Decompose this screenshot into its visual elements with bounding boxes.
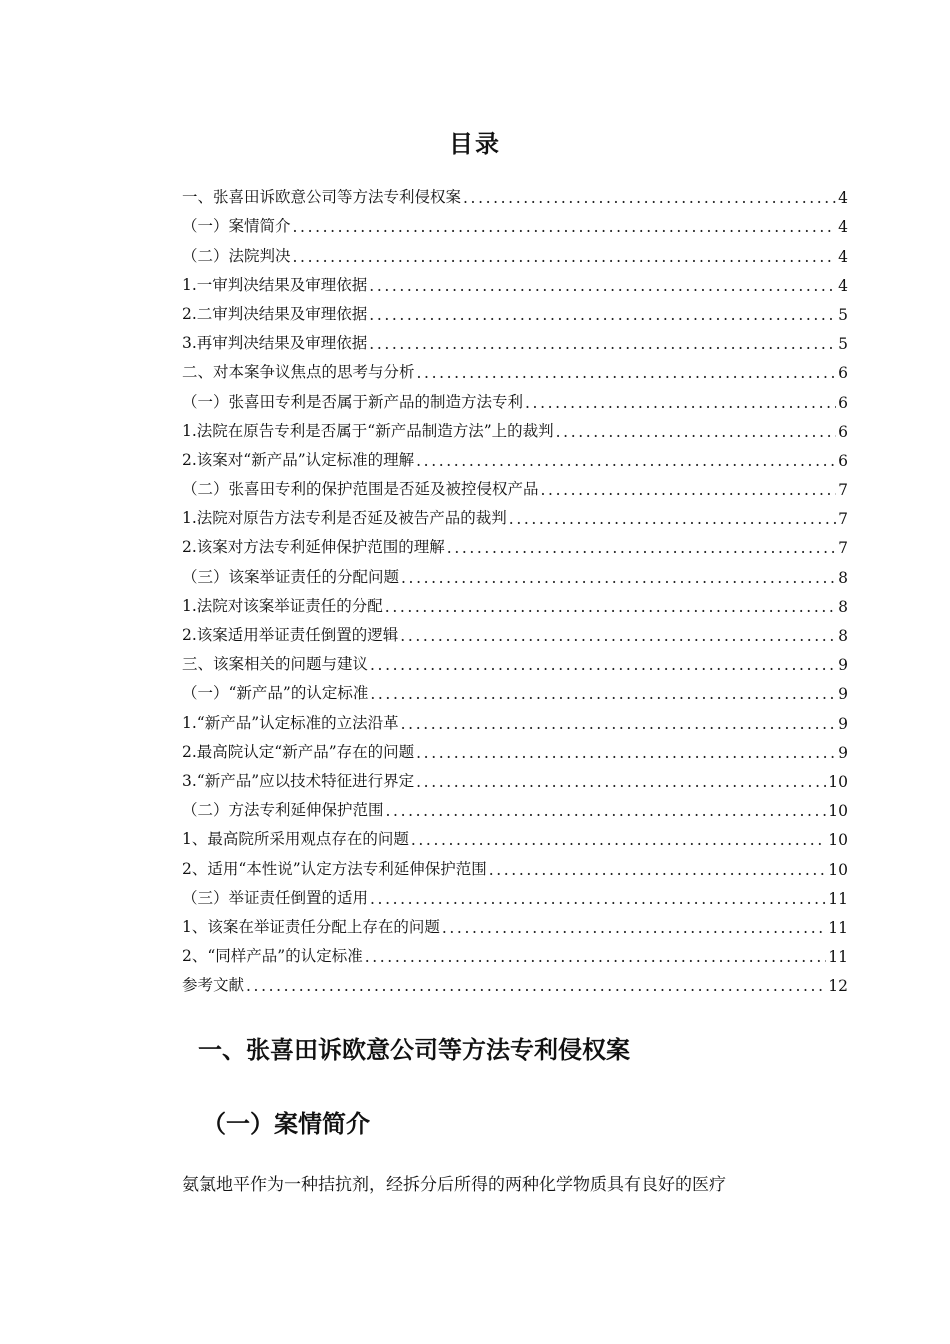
toc-entry-title: 1.一审判决结果及审理依据 [182, 275, 368, 294]
toc-dot-leader [489, 861, 827, 879]
toc-entry[interactable] [182, 499, 848, 528]
toc-entry-title: （一）“新产品”的认定标准 [182, 684, 369, 703]
toc-entry-page: 5 [838, 305, 848, 324]
toc-entry-page: 4 [838, 218, 848, 237]
toc-dot-leader [541, 481, 837, 499]
toc-entry-page: 4 [838, 189, 848, 208]
toc-entry[interactable] [182, 791, 848, 820]
toc-entry-page: 4 [838, 247, 848, 266]
toc-dot-leader [246, 977, 826, 995]
toc-entry-page: 4 [838, 276, 848, 295]
toc-entry-page: 12 [828, 977, 848, 996]
toc-entry[interactable] [182, 236, 848, 265]
toc-entry[interactable] [182, 441, 848, 470]
toc-entry[interactable] [182, 587, 848, 616]
toc-entry[interactable] [182, 470, 848, 499]
toc-entry[interactable] [182, 645, 848, 674]
toc-entry[interactable] [182, 382, 848, 411]
toc-dot-leader [401, 715, 836, 733]
toc-dot-leader [411, 831, 826, 849]
toc-entry-title: 2.该案适用举证责任倒置的逻辑 [182, 626, 399, 644]
toc-entry-title: （一）张喜田专利是否属于新产品的制造方法专利 [182, 392, 524, 411]
section-heading-2: （一）案情简介 [202, 1110, 370, 1138]
toc-entry[interactable] [182, 412, 848, 441]
toc-dot-leader [369, 335, 836, 353]
toc-dot-leader [365, 948, 827, 966]
toc-entry-page: 6 [838, 422, 848, 441]
page-title: 目录 [449, 130, 501, 158]
toc-entry-title: （二）张喜田专利的保护范围是否延及被控侵权产品 [182, 480, 539, 499]
toc-entry[interactable] [182, 908, 848, 937]
toc-dot-leader [370, 656, 836, 674]
toc-entry-title: 1.“新产品”认定标准的立法沿革 [182, 713, 399, 732]
toc-dot-leader [416, 452, 836, 470]
toc-entry[interactable] [182, 879, 848, 908]
toc-entry-page: 10 [828, 772, 848, 791]
toc-entry-title: 2、适用“本性说”认定方法专利延伸保护范围 [182, 859, 487, 878]
toc-entry-page: 9 [838, 743, 848, 762]
toc-entry-title: 三、该案相关的问题与建议 [182, 655, 369, 674]
toc-entry[interactable] [182, 820, 848, 849]
toc-dot-leader [525, 394, 836, 412]
toc-entry[interactable] [182, 674, 848, 703]
toc-dot-leader [416, 773, 826, 791]
toc-entry-title: 一、张喜田诉欧意公司等方法专利侵权案 [182, 188, 462, 207]
toc-entry-page: 7 [838, 481, 848, 500]
toc-dot-leader [369, 306, 836, 324]
toc-entry-title: 二、对本案争议焦点的思考与分析 [182, 363, 415, 382]
toc-entry-title: （三）该案举证责任的分配问题 [182, 567, 400, 586]
toc-entry-title: 1、最高院所采用观点存在的问题 [182, 830, 409, 849]
toc-entry-page: 6 [838, 393, 848, 412]
toc-entry-page: 10 [828, 802, 848, 821]
toc-entry[interactable] [182, 937, 848, 966]
toc-entry-title: 1.法院在原告专利是否属于“新产品制造方法”上的裁判 [182, 421, 554, 440]
toc-entry-page: 6 [838, 364, 848, 383]
toc-dot-leader [463, 189, 836, 207]
toc-dot-leader [369, 277, 836, 295]
toc-entry-title: 3.再审判决结果及审理依据 [182, 334, 368, 353]
toc-dot-leader [370, 685, 836, 703]
toc-dot-leader [385, 598, 836, 616]
toc-dot-leader [400, 627, 836, 645]
toc-dot-leader [447, 539, 836, 557]
body-paragraph: 氨氯地平作为一种拮抗剂，经拆分后所得的两种化学物质具有良好的医疗 [182, 1175, 726, 1195]
toc-dot-leader [386, 802, 827, 820]
toc-entry-title: 2.二审判决结果及审理依据 [182, 304, 368, 323]
toc-entry-title: （二）方法专利延伸保护范围 [182, 801, 384, 820]
toc-entry-title: 1.法院对原告方法专利是否延及被告产品的裁判 [182, 509, 507, 528]
toc-entry[interactable] [182, 616, 848, 645]
toc-entry-page: 7 [838, 539, 848, 558]
toc-entry-title: 1.法院对该案举证责任的分配 [182, 596, 383, 615]
toc-entry[interactable] [182, 849, 848, 878]
toc-entry-title: 参考文献 [182, 976, 245, 995]
toc-entry[interactable] [182, 178, 848, 207]
toc-dot-leader [442, 919, 826, 937]
toc-entry-page: 10 [828, 860, 848, 879]
toc-entry-title: 2.该案对“新产品”认定标准的理解 [182, 450, 415, 469]
toc-dot-leader [401, 569, 836, 587]
toc-entry-title: 1、该案在举证责任分配上存在的问题 [182, 917, 440, 936]
toc-entry-page: 9 [838, 656, 848, 675]
toc-entry-page: 8 [838, 568, 848, 587]
toc-entry-page: 8 [838, 627, 848, 645]
toc-entry-title: （二）法院判决 [182, 246, 291, 265]
toc-entry[interactable] [182, 733, 848, 762]
toc-entry[interactable] [182, 703, 848, 732]
toc-entry-page: 7 [838, 510, 848, 529]
toc-entry[interactable] [182, 295, 848, 324]
toc-entry[interactable] [182, 353, 848, 382]
toc-entry-title: 3.“新产品”应以技术特征进行界定 [182, 771, 415, 790]
section-heading-1: 一、张喜田诉欧意公司等方法专利侵权案 [198, 1036, 630, 1064]
toc-entry[interactable] [182, 966, 848, 995]
toc-entry[interactable] [182, 266, 848, 295]
toc-dot-leader [416, 744, 836, 762]
toc-entry-page: 5 [838, 335, 848, 354]
toc-entry-page: 11 [828, 889, 848, 908]
toc-entry-page: 6 [838, 451, 848, 470]
table-of-contents [182, 178, 848, 995]
toc-dot-leader [293, 218, 837, 236]
toc-entry-page: 11 [828, 918, 848, 937]
toc-entry-page: 10 [828, 831, 848, 850]
toc-entry[interactable] [182, 762, 848, 791]
toc-dot-leader [417, 364, 837, 382]
toc-entry-title: 2.最高院认定“新产品”存在的问题 [182, 742, 415, 761]
toc-entry-page: 9 [838, 685, 848, 704]
toc-entry[interactable] [182, 528, 848, 557]
toc-dot-leader [556, 423, 836, 441]
toc-dot-leader [509, 510, 836, 528]
toc-entry-title: （三）举证责任倒置的适用 [182, 888, 369, 907]
toc-entry-page: 8 [838, 597, 848, 616]
toc-entry[interactable] [182, 557, 848, 586]
toc-entry-page: 11 [828, 948, 848, 967]
toc-entry[interactable] [182, 207, 848, 236]
toc-entry-page: 9 [838, 714, 848, 733]
toc-dot-leader [293, 248, 837, 266]
toc-entry[interactable] [182, 324, 848, 353]
toc-entry-title: 2、“同样产品”的认定标准 [182, 947, 363, 966]
toc-entry-title: 2.该案对方法专利延伸保护范围的理解 [182, 538, 445, 557]
toc-entry-title: （一）案情简介 [182, 217, 291, 236]
toc-dot-leader [370, 890, 826, 908]
